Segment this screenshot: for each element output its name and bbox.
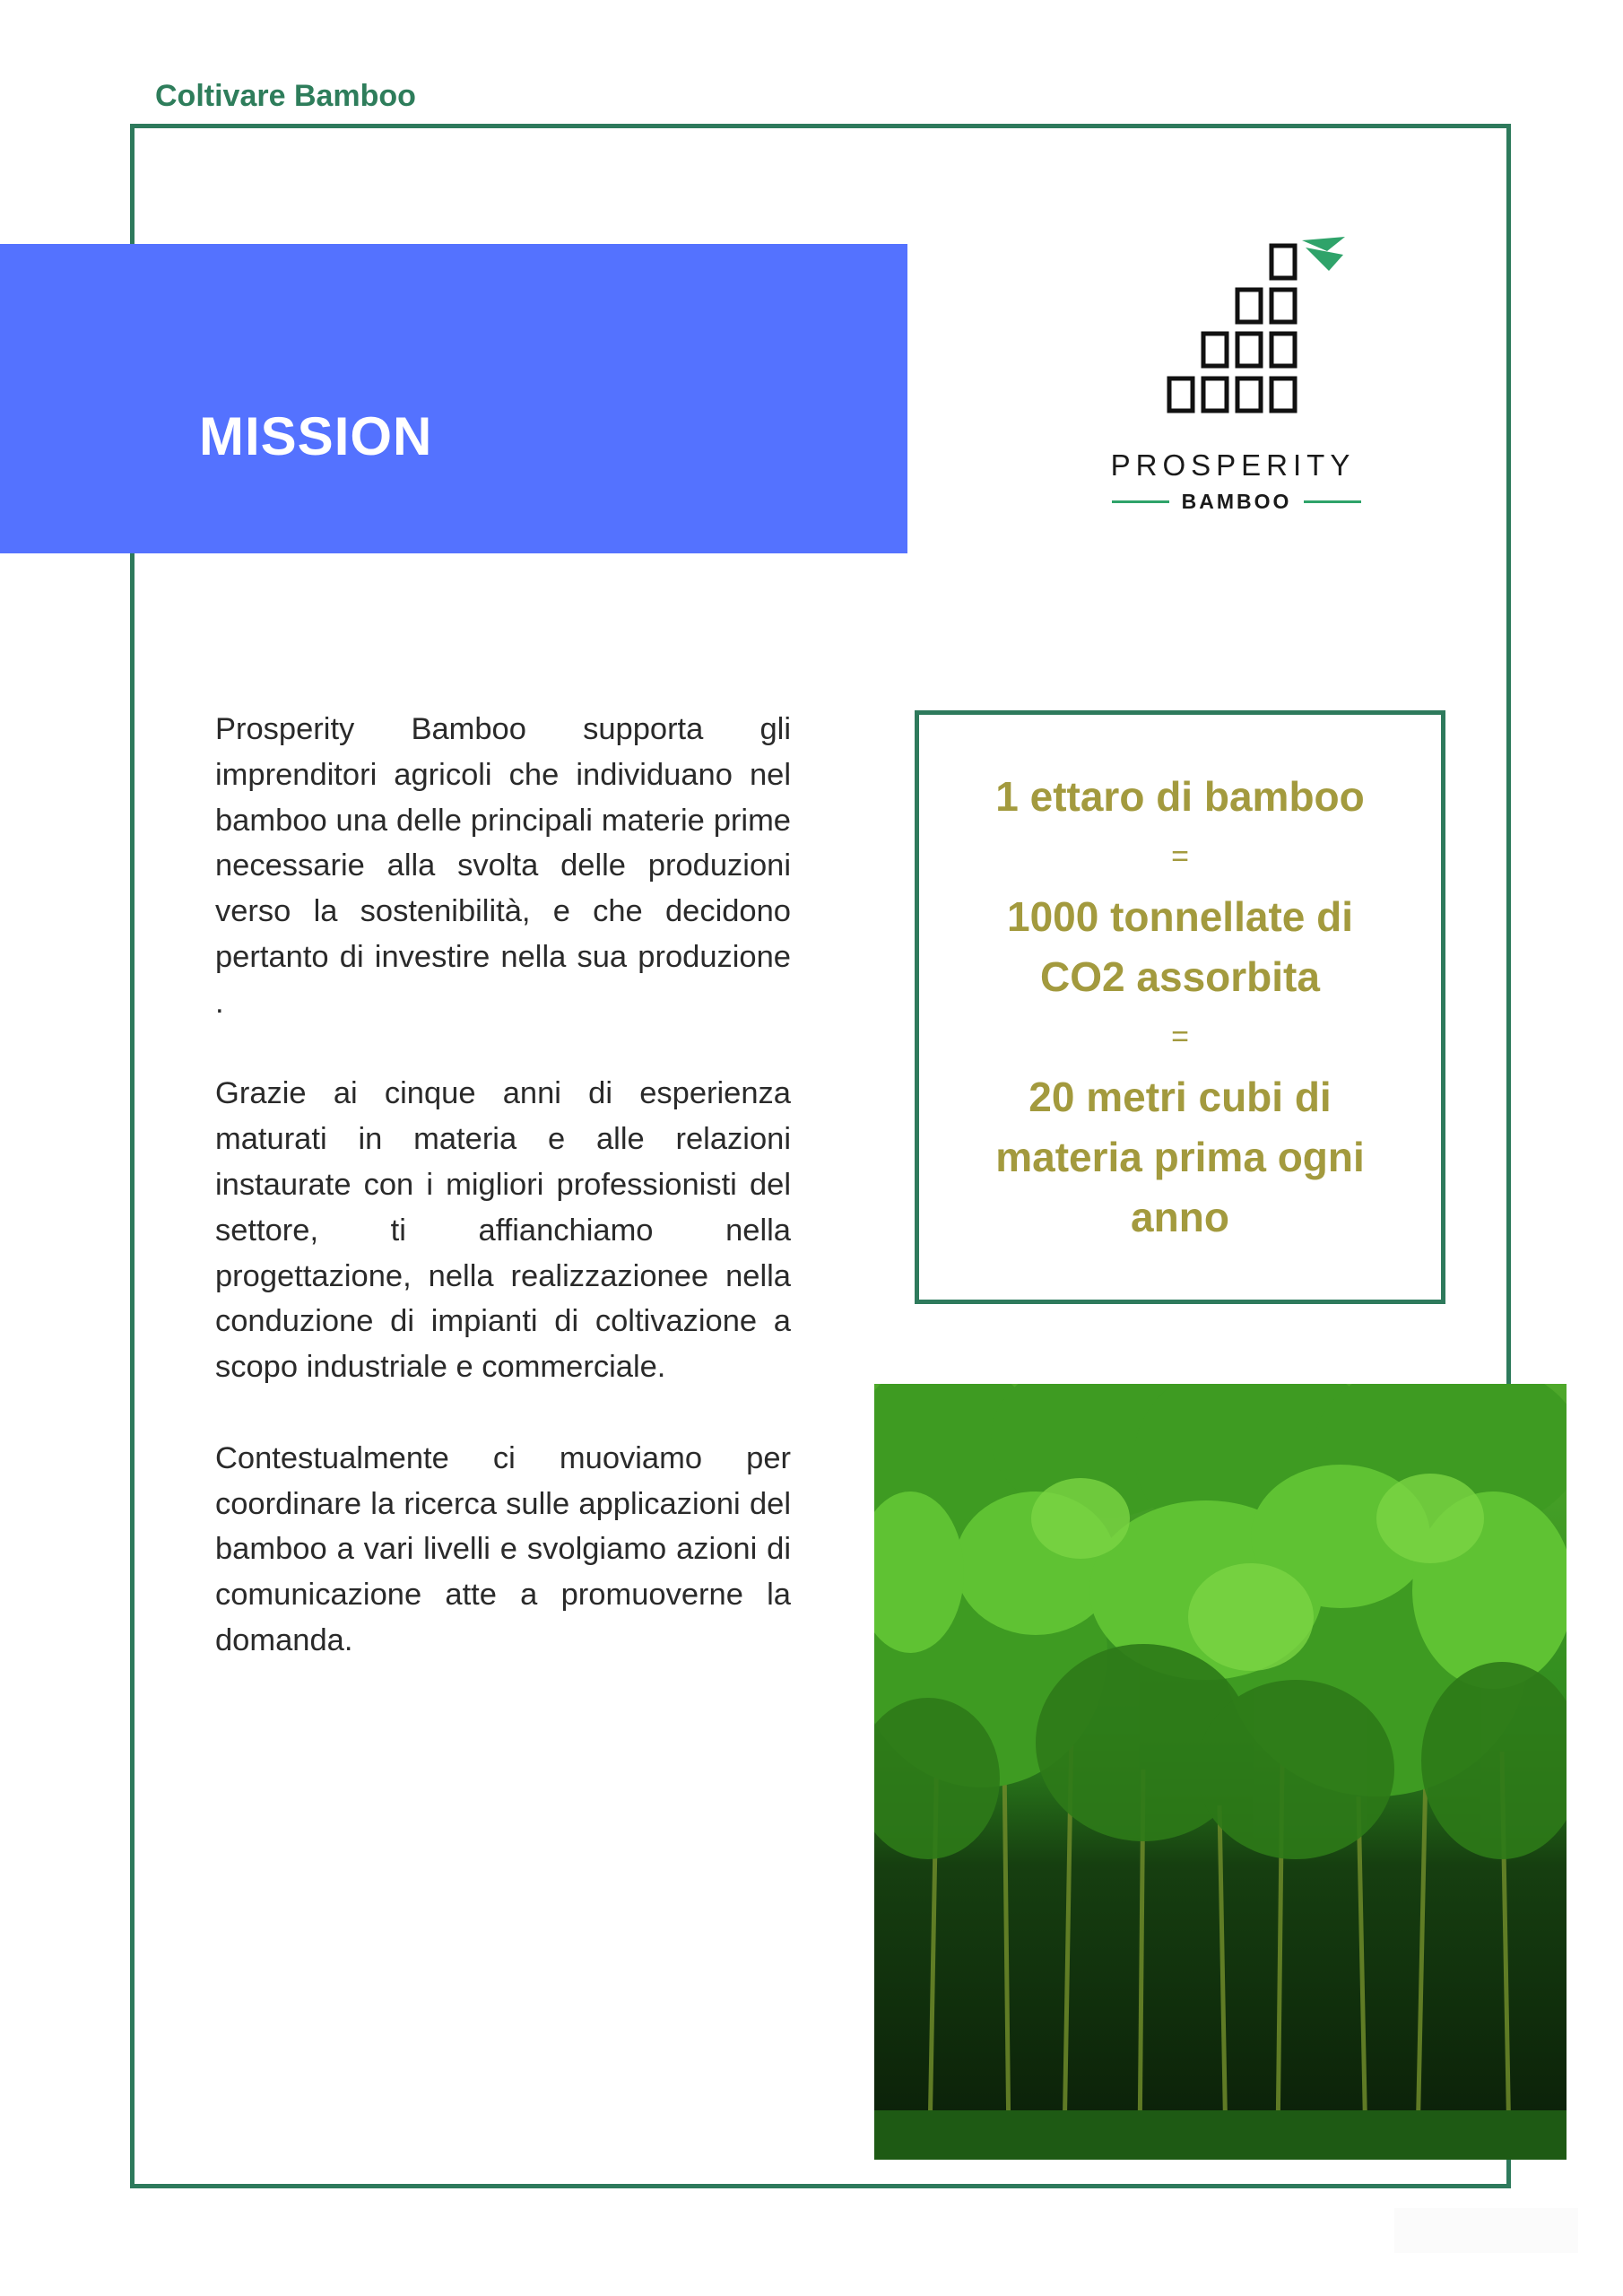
paragraph: Grazie ai cinque anni di esperienza maturati in materia e alle relazioni instaurate con i migliori professionisti del settore, ti affianchiamo nella progettazione, nella realizzazionee nella conduzione di impianti di coltivazione a scopo industriale e commerciale. <box>215 1076 791 1385</box>
mission-banner <box>0 244 907 553</box>
page-header-title: Coltivare Bamboo <box>155 79 416 113</box>
logo-subtitle-text: BAMBOO <box>1181 489 1292 513</box>
paragraph: Contestualmente ci muoviamo per coordinare la ricerca sulle applicazioni del bamboo a vari livelli e svolgiamo azioni di comunicazione atte a promuoverne la domanda. <box>215 1440 791 1657</box>
logo-block <box>1237 290 1261 322</box>
co2-stat-box <box>915 710 1445 1304</box>
logo-block <box>1271 378 1295 411</box>
stat-line: 1 ettaro di bamboo <box>995 773 1365 820</box>
logo-wordmark: PROSPERITY <box>1110 448 1356 482</box>
equals-sign: = <box>1171 1020 1189 1054</box>
stat-line: 1000 tonnellate di <box>1006 893 1353 940</box>
paragraph: Prosperity Bamboo supporta gli imprenditori agricoli che individuano nel bamboo una delle principali materie prime necessarie alla svolta delle produzioni verso la sostenibilità, e che decidono pertanto di investire nella sua produzione . <box>215 712 791 1020</box>
stat-line: 20 metri cubi di <box>1028 1074 1332 1120</box>
logo-block <box>1237 378 1261 411</box>
corner-block <box>1394 2208 1578 2253</box>
stat-line: anno <box>1131 1194 1229 1240</box>
stat-line: CO2 assorbita <box>1040 953 1320 1000</box>
bamboo-forest-photo <box>874 1384 1567 2160</box>
leaf-icon <box>1302 237 1345 271</box>
equals-sign: = <box>1171 839 1189 874</box>
logo-block <box>1271 290 1295 322</box>
logo-block <box>1271 246 1295 278</box>
logo-rule-right <box>1304 500 1361 503</box>
logo-block <box>1169 378 1193 411</box>
mission-body <box>215 707 791 1709</box>
logo-block <box>1203 334 1227 366</box>
logo-rule-left <box>1112 500 1169 503</box>
logo-block <box>1203 378 1227 411</box>
logo-block <box>1237 334 1261 366</box>
stat-line: materia prima ogni <box>995 1134 1365 1180</box>
mission-title: MISSION <box>199 406 433 466</box>
logo-subtitle <box>1110 488 1363 515</box>
logo-block <box>1271 334 1295 366</box>
